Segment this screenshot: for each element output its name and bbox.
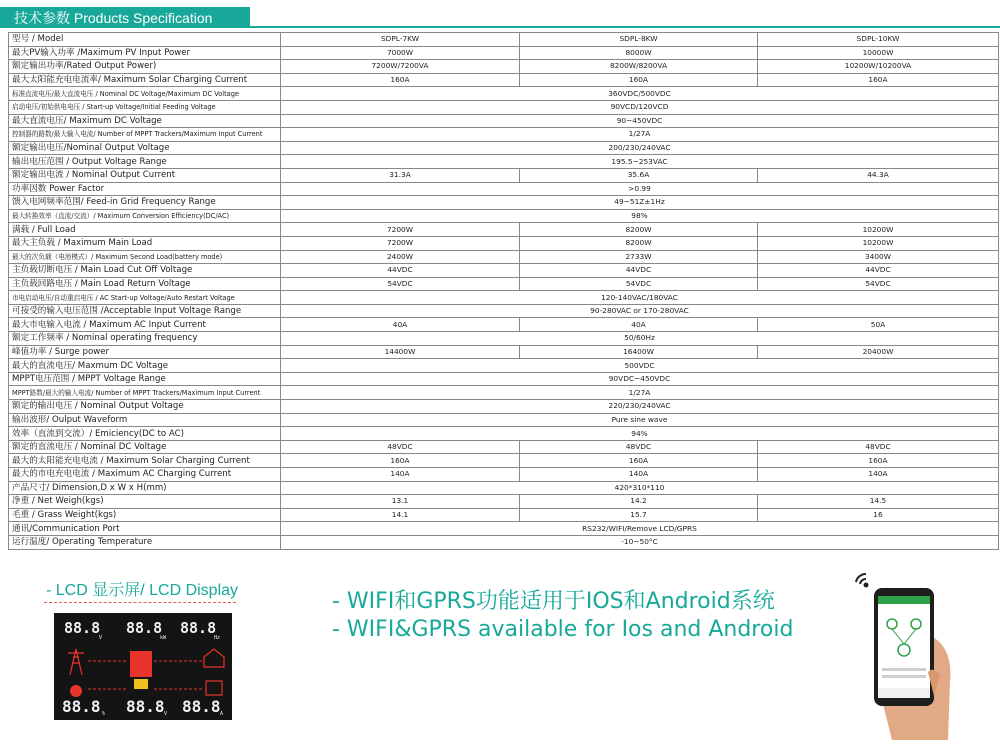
spec-label: 可接受的输入电压范围 /Acceptable Input Voltage Range xyxy=(9,304,281,318)
spec-value: 90VCD/120VCD xyxy=(281,100,999,114)
spec-value: 48VDC xyxy=(758,440,999,454)
phone-in-hand-graphic xyxy=(852,572,962,740)
spec-value: 48VDC xyxy=(520,440,758,454)
spec-value: 8200W xyxy=(520,223,758,237)
spec-value: 90~450VDC xyxy=(281,114,999,128)
spec-label: 额定输出电流 / Nominal Output Current xyxy=(9,168,281,182)
spec-label: 控制器的路数/最大输入电流/ Number of MPPT Trackers/Maximum Input Current xyxy=(9,128,281,142)
spec-label: 最大PV输入功率 /Maximum PV Input Power xyxy=(9,46,281,60)
spec-row xyxy=(9,114,999,128)
spec-value: 7200W xyxy=(281,223,520,237)
spec-value: 160A xyxy=(281,73,520,87)
spec-value: 7000W xyxy=(281,46,520,60)
spec-value: 14.5 xyxy=(758,495,999,509)
spec-value: 49~51Z±1Hz xyxy=(281,196,999,210)
spec-value: 44VDC xyxy=(281,264,520,278)
lcd-readout-3: 88.8 xyxy=(180,619,217,637)
spec-value: 140A xyxy=(281,468,520,482)
battery-level-icon xyxy=(134,679,148,689)
spec-value: 220/230/240VAC xyxy=(281,400,999,414)
spec-value: 420*310*110 xyxy=(281,481,999,495)
spec-row xyxy=(9,87,999,101)
spec-value: 8200W xyxy=(520,236,758,250)
spec-value: 10200W/10200VA xyxy=(758,60,999,74)
spec-label: 型号 / Model xyxy=(9,33,281,47)
spec-row xyxy=(9,73,999,87)
lcd-unit-5: V xyxy=(164,711,168,717)
spec-value: SDPL-7KW xyxy=(281,33,520,47)
lcd-display xyxy=(54,613,232,720)
lcd-readout-5: 88.8 xyxy=(126,697,165,716)
spec-row xyxy=(9,481,999,495)
tower-icon xyxy=(68,649,84,675)
spec-value: 10200W xyxy=(758,236,999,250)
phone-hand-image xyxy=(852,572,962,744)
spec-label: 主负载切断电压 / Main Load Cut Off Voltage xyxy=(9,264,281,278)
spec-row xyxy=(9,427,999,441)
app-info-row xyxy=(882,668,926,671)
spec-value: 13.1 xyxy=(281,495,520,509)
spec-label: MPPT路数/最大的输入电流/ Number of MPPT Trackers/Maximum Input Current xyxy=(9,386,281,400)
spec-label: 最大太阳能充电电流率/ Maximum Solar Charging Current xyxy=(9,73,281,87)
spec-row xyxy=(9,454,999,468)
spec-value: 94% xyxy=(281,427,999,441)
spec-row xyxy=(9,535,999,549)
spec-header xyxy=(0,7,250,27)
spec-row xyxy=(9,209,999,223)
lcd-unit-1: V xyxy=(99,635,103,641)
spec-label: 主负载回路电压 / Main Load Return Voltage xyxy=(9,277,281,291)
lcd-title: - LCD 显示屏/ LCD Display xyxy=(46,582,239,599)
spec-label: 最大的直流电压/ Maxmum DC Voltage xyxy=(9,359,281,373)
spec-value: 14400W xyxy=(281,345,520,359)
spec-label: 输出波形/ Oulput Waveform xyxy=(9,413,281,427)
spec-value: 14.1 xyxy=(281,508,520,522)
spec-row xyxy=(9,440,999,454)
spec-row xyxy=(9,522,999,536)
app-info-row xyxy=(882,675,926,678)
spec-label: 最大的太阳能充电电流 / Maximum Solar Charging Current xyxy=(9,454,281,468)
spec-row xyxy=(9,400,999,414)
spec-row xyxy=(9,60,999,74)
spec-value: 8200W/8200VA xyxy=(520,60,758,74)
spec-value: 16 xyxy=(758,508,999,522)
spec-value: 2400W xyxy=(281,250,520,264)
spec-value: Pure sine wave xyxy=(281,413,999,427)
spec-value: 140A xyxy=(520,468,758,482)
spec-value: RS232/WIFI/Remove LCD/GPRS xyxy=(281,522,999,536)
spec-value: 14.2 xyxy=(520,495,758,509)
spec-label: 额定输出功率/Rated Output Power) xyxy=(9,60,281,74)
spec-row xyxy=(9,345,999,359)
spec-value: 195.5~253VAC xyxy=(281,155,999,169)
spec-value: 10000W xyxy=(758,46,999,60)
lcd-readout-1: 88.8 xyxy=(64,619,101,637)
spec-label: 额定输出电压/Nominal Output Voltage xyxy=(9,141,281,155)
wifi-signal-icon xyxy=(856,574,868,587)
spec-row xyxy=(9,182,999,196)
spec-row xyxy=(9,372,999,386)
app-header-bar xyxy=(878,596,930,604)
lcd-title-rule xyxy=(44,602,236,603)
phone-screen xyxy=(878,596,930,698)
spec-value: 44VDC xyxy=(758,264,999,278)
spec-value: 20400W xyxy=(758,345,999,359)
wifi-gprs-english: - WIFI&GPRS available for Ios and Android xyxy=(332,617,794,642)
spec-value: 44.3A xyxy=(758,168,999,182)
spec-row xyxy=(9,196,999,210)
page-title: 技术参数 Products Specification xyxy=(14,10,213,26)
spec-row xyxy=(9,495,999,509)
spec-value: 48VDC xyxy=(281,440,520,454)
spec-row xyxy=(9,223,999,237)
spec-value: 50A xyxy=(758,318,999,332)
spec-label: 最大直流电压/ Maximum DC Voltage xyxy=(9,114,281,128)
spec-label: 净重 / Net Weigh(kgs) xyxy=(9,495,281,509)
spec-value: 44VDC xyxy=(520,264,758,278)
spec-value: 40A xyxy=(520,318,758,332)
load-icon xyxy=(206,681,222,695)
spec-row xyxy=(9,168,999,182)
spec-row xyxy=(9,304,999,318)
spec-row xyxy=(9,413,999,427)
spec-value: 360VDC/500VDC xyxy=(281,87,999,101)
spec-row xyxy=(9,264,999,278)
spec-label: 满载 / Full Load xyxy=(9,223,281,237)
spec-label: 最大市电输入电流 / Maximum AC Input Current xyxy=(9,318,281,332)
spec-value: 160A xyxy=(520,73,758,87)
lcd-unit-3: Hz xyxy=(214,635,221,641)
spec-row xyxy=(9,33,999,47)
spec-label: 输出电压范围 / Output Voltage Range xyxy=(9,155,281,169)
spec-label: 最大主负载 / Maximum Main Load xyxy=(9,236,281,250)
spec-row xyxy=(9,250,999,264)
spec-value: 8000W xyxy=(520,46,758,60)
spec-value: SDPL-8KW xyxy=(520,33,758,47)
spec-label: 最大的市电充电电流 / Maximum AC Charging Current xyxy=(9,468,281,482)
house-icon xyxy=(204,649,224,667)
spec-row xyxy=(9,291,999,305)
spec-label: 运行温度/ Operating Temperature xyxy=(9,535,281,549)
spec-table xyxy=(8,32,999,550)
spec-value: 1/27A xyxy=(281,386,999,400)
spec-label: 功率因数 Power Factor xyxy=(9,182,281,196)
spec-value: >0.99 xyxy=(281,182,999,196)
spec-label: 产品尺寸/ Dimension,D x W x H(mm) xyxy=(9,481,281,495)
spec-value: 160A xyxy=(520,454,758,468)
spec-label: 市电启动电压/自动重启电压 / AC Start-up Voltage/Auto Restart Voltage xyxy=(9,291,281,305)
spec-value: 3400W xyxy=(758,250,999,264)
spec-row xyxy=(9,508,999,522)
spec-label: 通讯/Communication Port xyxy=(9,522,281,536)
header-rule xyxy=(0,26,1000,28)
spec-row xyxy=(9,318,999,332)
spec-value: 50/60Hz xyxy=(281,332,999,346)
wifi-gprs-chinese: - WIFI和GPRS功能适用于IOS和Android系统 xyxy=(332,589,775,614)
spec-row xyxy=(9,359,999,373)
spec-value: 54VDC xyxy=(520,277,758,291)
spec-value: 54VDC xyxy=(758,277,999,291)
lcd-readout-4: 88.8 xyxy=(62,697,101,716)
spec-value: 54VDC xyxy=(281,277,520,291)
spec-row xyxy=(9,46,999,60)
spec-row xyxy=(9,277,999,291)
spec-label: 额定工作频率 / Nominal operating frequency xyxy=(9,332,281,346)
lcd-readout-2: 88.8 xyxy=(126,619,163,637)
spec-value: 15.7 xyxy=(520,508,758,522)
spec-label: 毛重 / Grass Weight(kgs) xyxy=(9,508,281,522)
lcd-readout-6: 88.8 xyxy=(182,697,221,716)
spec-value: 7200W/7200VA xyxy=(281,60,520,74)
spec-row xyxy=(9,155,999,169)
spec-label: 标准直流电压/最大直流电压 / Nominal DC Voltage/Maximum DC Voltage xyxy=(9,87,281,101)
spec-row xyxy=(9,141,999,155)
spec-value: 40A xyxy=(281,318,520,332)
sun-icon xyxy=(70,685,82,697)
spec-value: 140A xyxy=(758,468,999,482)
spec-value: 500VDC xyxy=(281,359,999,373)
lcd-unit-4: % xyxy=(102,711,106,717)
spec-value: 98% xyxy=(281,209,999,223)
lcd-unit-6: A xyxy=(220,711,224,717)
spec-row xyxy=(9,332,999,346)
spec-label: 最大转换效率（直流/交流）/ Maximum Conversion Efficiency(DC/AC) xyxy=(9,209,281,223)
spec-row xyxy=(9,386,999,400)
spec-value: -10~50°C xyxy=(281,535,999,549)
inverter-icon xyxy=(130,651,152,677)
spec-row xyxy=(9,100,999,114)
spec-value: 7200W xyxy=(281,236,520,250)
spec-value: 10200W xyxy=(758,223,999,237)
spec-value: 1/27A xyxy=(281,128,999,142)
spec-value: 200/230/240VAC xyxy=(281,141,999,155)
spec-value: 31.3A xyxy=(281,168,520,182)
spec-value: 120-140VAC/180VAC xyxy=(281,291,999,305)
spec-value: 160A xyxy=(758,454,999,468)
spec-label: 馈入电网频率范围/ Feed-in Grid Frequency Range xyxy=(9,196,281,210)
spec-label: 最大的次负载（电池模式）/ Maximum Second Load(battery mode) xyxy=(9,250,281,264)
spec-value: 2733W xyxy=(520,250,758,264)
spec-label: 额定的输出电压 / Nominal Output Voltage xyxy=(9,400,281,414)
spec-value: 160A xyxy=(281,454,520,468)
lcd-display-graphic xyxy=(54,613,232,720)
spec-value: 16400W xyxy=(520,345,758,359)
spec-label: 启动电压/初始供电电压 / Start-up Voltage/Initial Feeding Voltage xyxy=(9,100,281,114)
spec-value: 90VDC~450VDC xyxy=(281,372,999,386)
spec-label: MPPT电压范围 / MPPT Voltage Range xyxy=(9,372,281,386)
lcd-unit-2: kW xyxy=(160,635,167,641)
spec-value: SDPL-10KW xyxy=(758,33,999,47)
spec-value: 160A xyxy=(758,73,999,87)
spec-label: 额定的直流电压 / Nominal DC Voltage xyxy=(9,440,281,454)
spec-value: 35.6A xyxy=(520,168,758,182)
spec-row xyxy=(9,236,999,250)
spec-value: 90-280VAC or 170-280VAC xyxy=(281,304,999,318)
spec-label: 峰值功率 / Surge power xyxy=(9,345,281,359)
spec-row xyxy=(9,468,999,482)
spec-row xyxy=(9,128,999,142)
spec-label: 效率（直流到交流）/ Emiciency(DC to AC) xyxy=(9,427,281,441)
app-tab-bar xyxy=(878,688,930,698)
